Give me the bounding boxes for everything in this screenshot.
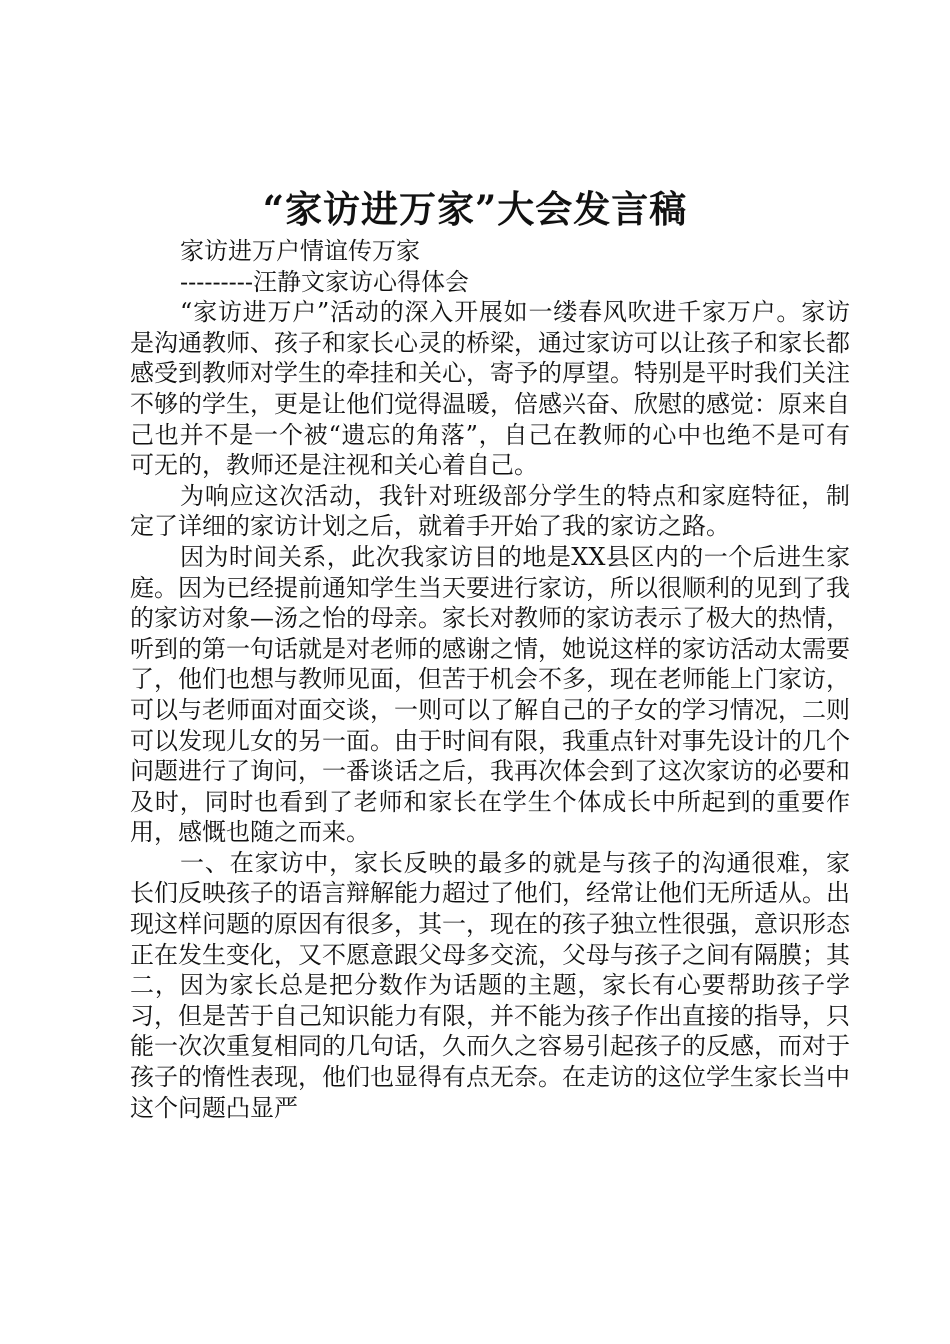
document-body — [130, 236, 850, 1123]
paragraph-1: “家访进万户”活动的深入开展如一缕春风吹进千家万户。家访是沟通教师、孩子和家长心灵的桥梁，通过家访可以让孩子和家长都感受到教师对学生的牵挂和关心，寄予的厚望。特别是平时我们关注不够的学生，更是让他们觉得温暖，倍感兴奋、欣慰的感觉：原来自己也并不是一个被“遗忘的角落”，自己在教师的心中也绝不是可有可无的，教师还是注视和关心着自己。 — [130, 298, 850, 480]
paragraph-2: 为响应这次活动，我针对班级部分学生的特点和家庭特征，制定了详细的家访计划之后，就着手开始了我的家访之路。 — [130, 481, 850, 541]
document-title: “家访进万家”大会发言稿 — [262, 187, 688, 231]
subtitle-line-1: 家访进万户情谊传万家 — [180, 237, 420, 265]
subtitle-line-2: ---------汪静文家访心得体会 — [180, 267, 469, 296]
paragraph-4: 一、在家访中，家长反映的最多的就是与孩子的沟通很难，家长们反映孩子的语言辩解能力超过了他们，经常让他们无所适从。出现这样问题的原因有很多，其一，现在的孩子独立性很强，意识形态正在发生变化，又不愿意跟父母多交流，父母与孩子之间有隔膜；其二，因为家长总是把分数作为话题的主题，家长有心要帮助孩子学习，但是苦于自己知识能力有限，并不能为孩子作出直接的指导，只能一次次重复相同的几句话，久而久之容易引起孩子的反感，而对于孩子的惰性表现，他们也显得有点无奈。在走访的这位学生家长当中这个问题凸显严 — [130, 848, 850, 1122]
paragraph-3: 因为时间关系，此次我家访目的地是XX县区内的一个后进生家庭。因为已经提前通知学生当天要进行家访，所以很顺利的见到了我的家访对象—汤之怡的母亲。家长对教师的家访表示了极大的热情，听到的第一句话就是对老师的感谢之情，她说这样的家访活动太需要了，他们也想与教师见面，但苦于机会不多，现在老师能上门家访，可以与老师面对面交谈，一则可以了解自己的子女的学习情况，二则可以发现儿女的另一面。由于时间有限，我重点针对事先设计的几个问题进行了询问，一番谈话之后，我再次体会到了这次家访的必要和及时，同时也看到了老师和家长在学生个体成长中所起到的重要作用，感慨也随之而来。 — [130, 542, 850, 847]
